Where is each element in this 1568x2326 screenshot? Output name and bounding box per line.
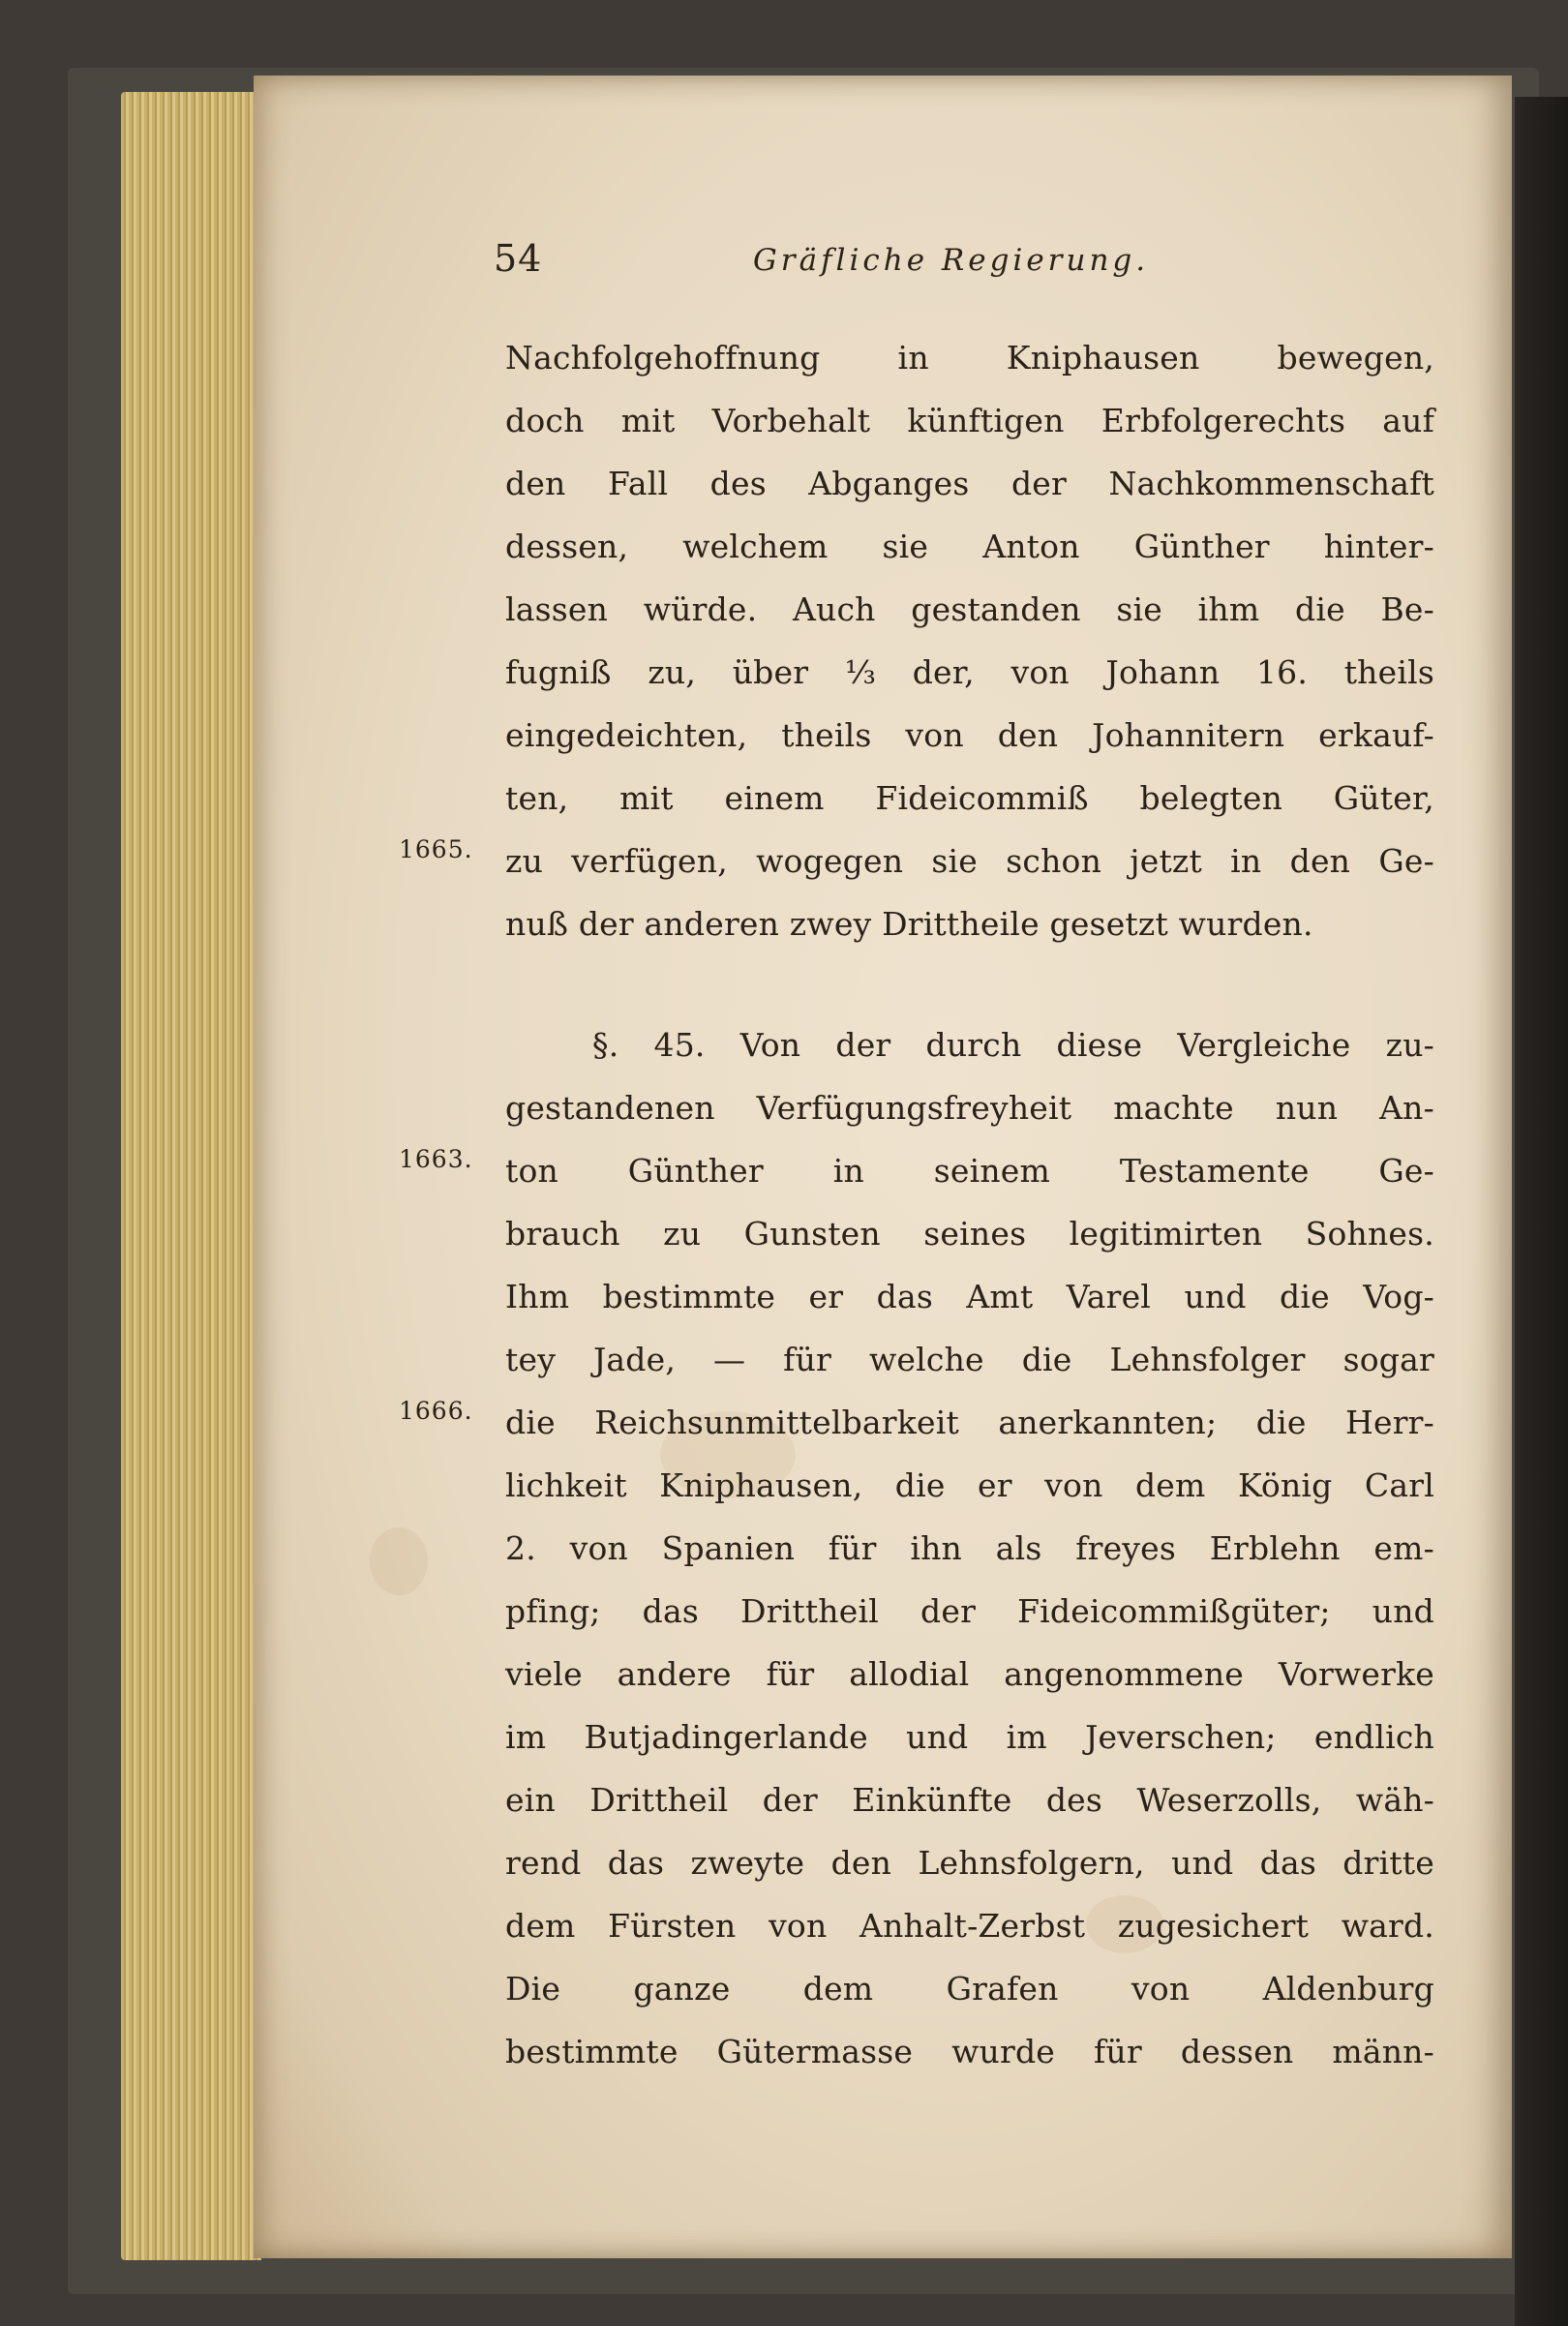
page-number: 54 bbox=[494, 237, 543, 280]
text-line: tey Jade, — für welche die Lehnsfolger sogar bbox=[505, 1341, 1434, 1378]
text-line: nuß der anderen zwey Drittheile gesetzt wurden. bbox=[505, 905, 1313, 943]
text-line: im Butjadingerlande und im Jeverschen; endlich bbox=[505, 1718, 1434, 1756]
text-line: die Reichsunmittelbarkeit anerkannten; die Herr- bbox=[505, 1404, 1434, 1441]
text-line: dessen, welchem sie Anton Günther hinter- bbox=[505, 528, 1434, 565]
text-line: ten, mit einem Fideicommiß belegten Güter, bbox=[505, 779, 1434, 817]
paper-stain bbox=[370, 1527, 428, 1595]
paragraph-heading-line: §. 45. Von der durch diese Vergleiche zu- bbox=[592, 1026, 1434, 1064]
text-line: rend das zweyte den Lehnsfolgern, und das dritte bbox=[505, 1844, 1434, 1882]
text-line: gestandenen Verfügungsfreyheit machte nun An- bbox=[505, 1089, 1434, 1127]
text-line: bestimmte Gütermasse wurde für dessen männ- bbox=[505, 2033, 1434, 2070]
text-line: ton Günther in seinem Testamente Ge- bbox=[505, 1152, 1434, 1190]
text-line: den Fall des Abganges der Nachkommenschaft bbox=[505, 465, 1434, 502]
text-line: fugniß zu, über ⅓ der, von Johann 16. theils bbox=[505, 653, 1434, 691]
text-line: viele andere für allodial angenommene Vorwerke bbox=[505, 1655, 1434, 1693]
facing-page-edge bbox=[1515, 97, 1568, 2326]
text-line: brauch zu Gunsten seines legitimirten Sohnes. bbox=[505, 1215, 1434, 1253]
page-edges bbox=[121, 92, 261, 2260]
text-line: Ihm bestimmte er das Amt Varel und die Vog- bbox=[505, 1278, 1434, 1315]
margin-year-1665: 1665. bbox=[399, 835, 473, 863]
text-line: doch mit Vorbehalt künftigen Erbfolgerechts auf bbox=[505, 402, 1434, 439]
text-line: Nachfolgehoffnung in Kniphausen bewegen, bbox=[505, 339, 1434, 377]
text-line: 2. von Spanien für ihn als freyes Erblehn em- bbox=[505, 1529, 1434, 1567]
text-line: eingedeichten, theils von den Johannitern erkauf- bbox=[505, 716, 1434, 754]
text-line: lassen würde. Auch gestanden sie ihm die Be- bbox=[505, 590, 1434, 628]
text-line: dem Fürsten von Anhalt-Zerbst zugesichert ward. bbox=[505, 1907, 1434, 1945]
margin-year-1666: 1666. bbox=[399, 1397, 473, 1425]
page-header bbox=[494, 237, 1365, 295]
running-title: Gräfliche Regierung. bbox=[753, 243, 1150, 278]
text-line: pfing; das Drittheil der Fideicommißgüter; und bbox=[505, 1592, 1434, 1630]
text-line: lichkeit Kniphausen, die er von dem König Carl bbox=[505, 1466, 1434, 1504]
text-line: ein Drittheil der Einkünfte des Weserzolls, wäh- bbox=[505, 1781, 1434, 1819]
margin-year-1663: 1663. bbox=[399, 1145, 473, 1173]
text-line: Die ganze dem Grafen von Aldenburg bbox=[505, 1970, 1434, 2008]
text-line: zu verfügen, wogegen sie schon jetzt in den Ge- bbox=[505, 842, 1434, 880]
